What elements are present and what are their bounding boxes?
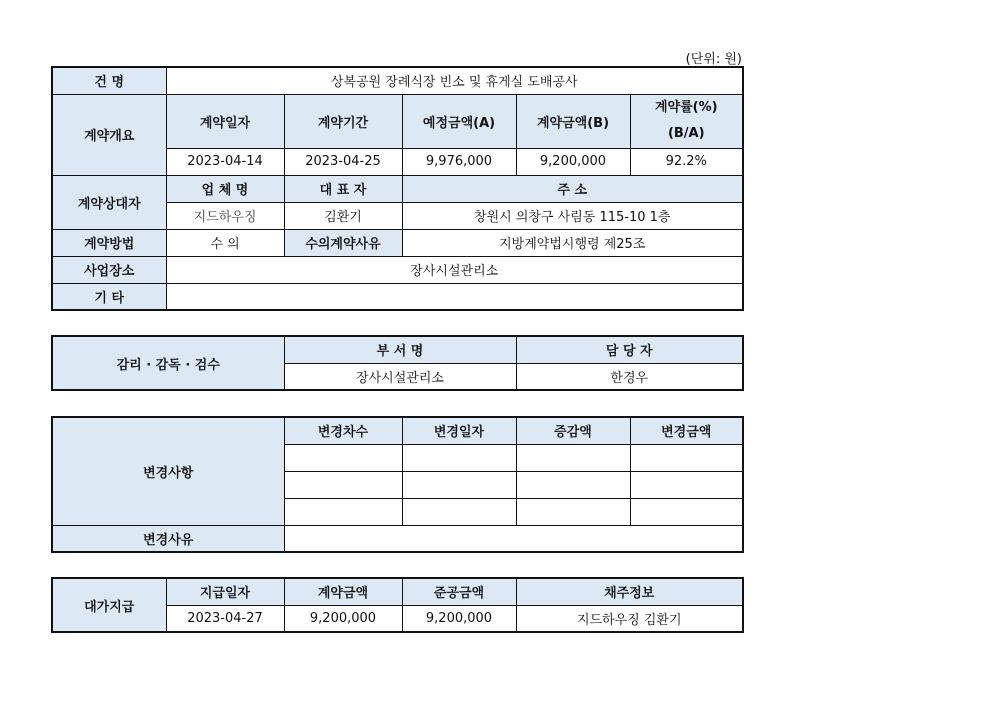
contract-rate: 92.2%: [630, 148, 743, 175]
contract-table: [51, 66, 744, 311]
change-cell: [402, 498, 516, 525]
company-address: 창원시 의창구 사림동 115-10 1층: [402, 202, 743, 229]
completion-amount: 9,200,000: [402, 605, 516, 632]
change-cell: [516, 444, 630, 471]
change-reason-label: 변경사유: [52, 525, 284, 552]
reason-label: 수의계약사유: [284, 229, 402, 256]
inspection-table: [51, 335, 744, 391]
col-change-date: 변경일자: [402, 417, 516, 444]
change-cell: [630, 498, 743, 525]
col-change-seq: 변경차수: [284, 417, 402, 444]
col-contract-date: 계약일자: [166, 94, 284, 148]
change-cell: [402, 444, 516, 471]
col-contract-period: 계약기간: [284, 94, 402, 148]
change-cell: [630, 444, 743, 471]
change-cell: [630, 471, 743, 498]
change-cell: [402, 471, 516, 498]
col-company: 업 체 명: [166, 175, 284, 202]
col-contract-amount: 계약금액(B): [516, 94, 630, 148]
etc-value: [166, 283, 743, 310]
col-department: 부 서 명: [284, 336, 516, 363]
department-name: 장사시설관리소: [284, 363, 516, 390]
method-value: 수 의: [166, 229, 284, 256]
etc-label: 기 타: [52, 283, 166, 310]
change-cell: [516, 498, 630, 525]
payment-date: 2023-04-27: [166, 605, 284, 632]
reason-value: 지방계약법시행령 제25조: [402, 229, 743, 256]
inspection-label: 감리 · 감독 · 검수: [52, 336, 284, 390]
change-cell: [516, 471, 630, 498]
person-in-charge: 한경우: [516, 363, 743, 390]
col-completion-amount: 준공금액: [402, 578, 516, 605]
col-person-in-charge: 담 당 자: [516, 336, 743, 363]
payment-contract-amount: 9,200,000: [284, 605, 402, 632]
col-payment-date: 지급일자: [166, 578, 284, 605]
col-representative: 대 표 자: [284, 175, 402, 202]
col-change-amount: 변경금액: [630, 417, 743, 444]
overview-label: 계약개요: [52, 94, 166, 175]
col-rate-line1: 계약률(%): [654, 100, 718, 115]
place-label: 사업장소: [52, 256, 166, 283]
col-payment-contract-amount: 계약금액: [284, 578, 402, 605]
col-change-delta: 증감액: [516, 417, 630, 444]
col-estimate: 예정금액(A): [402, 94, 516, 148]
col-contract-rate: [630, 94, 743, 148]
estimate-amount: 9,976,000: [402, 148, 516, 175]
col-rate-line2: (B/A): [667, 126, 705, 141]
change-cell: [284, 471, 402, 498]
change-cell: [284, 444, 402, 471]
creditor-info: 지드하우징 김환기: [516, 605, 743, 632]
contract-name-value: 상복공원 장례식장 빈소 및 휴게실 도배공사: [166, 67, 743, 94]
change-cell: [284, 498, 402, 525]
payment-table: [51, 577, 744, 633]
col-creditor: 채주정보: [516, 578, 743, 605]
col-address: 주 소: [402, 175, 743, 202]
contract-name-label: 건 명: [52, 67, 166, 94]
contract-amount: 9,200,000: [516, 148, 630, 175]
payment-label: 대가지급: [52, 578, 166, 632]
unit-note: (단위: 원): [685, 52, 742, 67]
company-name: 지드하우징: [166, 202, 284, 229]
contract-date: 2023-04-14: [166, 148, 284, 175]
contract-period: 2023-04-25: [284, 148, 402, 175]
place-value: 장사시설관리소: [166, 256, 743, 283]
method-label: 계약방법: [52, 229, 166, 256]
changes-label: 변경사항: [52, 417, 284, 525]
changes-table: [51, 416, 744, 553]
party-label: 계약상대자: [52, 175, 166, 229]
representative-name: 김환기: [284, 202, 402, 229]
change-reason-value: [284, 525, 743, 552]
